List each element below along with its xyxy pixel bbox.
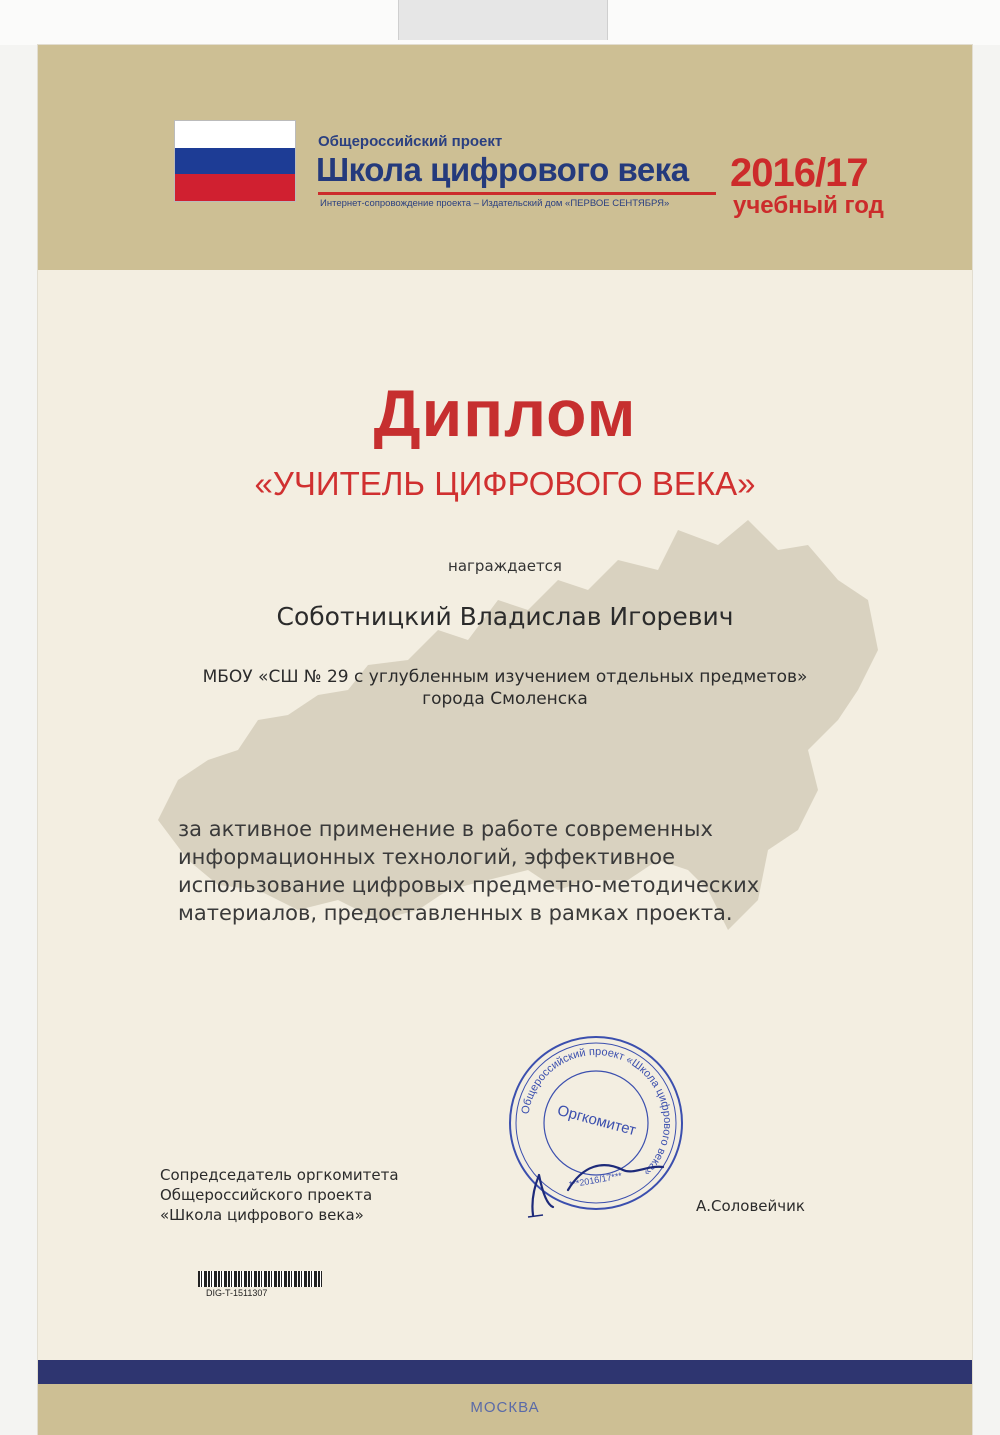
project-subtitle: Общероссийский проект bbox=[318, 133, 503, 150]
signer-position-line: «Школа цифрового века» bbox=[160, 1206, 364, 1224]
barcode bbox=[198, 1271, 322, 1287]
awarded-label: награждается bbox=[448, 557, 562, 575]
project-title: Школа цифрового века bbox=[316, 151, 689, 188]
diploma-title: Диплом bbox=[373, 376, 637, 450]
svg-text:Общероссийский проект «Школа ц: Общероссийский проект «Школа цифрового века» bbox=[519, 1045, 674, 1178]
diploma-sheet bbox=[38, 45, 972, 1435]
paper-clip bbox=[398, 0, 608, 40]
reason-line: материалов, предоставленных в рамках проекта. bbox=[178, 901, 733, 925]
recipient-name: Соботницкий Владислав Игоревич bbox=[276, 602, 734, 631]
school-line-1: МБОУ «СШ № 29 с углубленным изучением отдельных предметов» bbox=[202, 667, 808, 687]
award-reason bbox=[178, 815, 878, 927]
russian-flag-icon bbox=[174, 120, 296, 202]
svg-text:***2016/17***: ***2016/17*** bbox=[568, 1170, 623, 1190]
reason-line: использование цифровых предметно-методических bbox=[178, 873, 760, 897]
signer-position-line: Общероссийского проекта bbox=[160, 1186, 373, 1204]
handwritten-signature bbox=[473, 1145, 673, 1225]
diploma-nomination: «УЧИТЕЛЬ ЦИФРОВОГО ВЕКА» bbox=[254, 465, 756, 502]
project-support-line: Интернет-сопровождение проекта – Издательский дом «ПЕРВОЕ СЕНТЯБРЯ» bbox=[320, 198, 670, 209]
footer-stripe bbox=[38, 1360, 972, 1384]
barcode-id: DIG-T-1511307 bbox=[206, 1288, 268, 1298]
title-underline bbox=[318, 192, 716, 195]
school-line-2: города Смоленска bbox=[422, 689, 588, 709]
svg-text:Оргкомитет: Оргкомитет bbox=[555, 1101, 638, 1140]
signer-position-line: Сопредседатель оргкомитета bbox=[160, 1166, 399, 1184]
academic-year: 2016/17 bbox=[730, 151, 868, 195]
signer-position bbox=[160, 1165, 399, 1225]
signer-name: А.Соловейчик bbox=[696, 1197, 805, 1215]
footer-city: МОСКВА bbox=[470, 1399, 540, 1416]
academic-year-label: учебный год bbox=[733, 192, 884, 219]
reason-line: за активное применение в работе современных bbox=[178, 817, 713, 841]
reason-line: информационных технологий, эффективное bbox=[178, 845, 676, 869]
